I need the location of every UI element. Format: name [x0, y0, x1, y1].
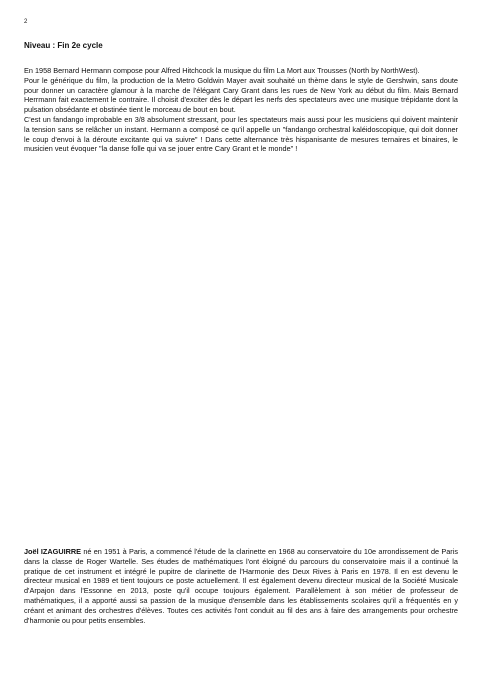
level-heading: Niveau : Fin 2e cycle	[24, 41, 103, 50]
bio-name: Joël IZAGUIRRE	[24, 547, 82, 556]
bio-text: né en 1951 à Paris, a commencé l'étude de la clarinette en 1968 au conservatoire du 10e arrondissement de Paris dans la classe de Roger Wartelle. Ses études de mathématiques l'ont éloigné du parcours du conservatoire mais il a continué la pratique de cet instrument et intégré le pupitre de clarinette de l'Harmonie des Deux Rives à Paris en 1978. Il en est devenu le directeur musical en 1989 et tient toujours ce poste actuellement. Il est également devenu directeur musical de la Société Musicale d'Arpajon dans l'Essonne en 2013, poste qu'il occupe toujours également. Parallèlement à son métier de professeur de mathématiques, il a apporté aussi sa passion de la musique d'ensemble dans les établissements scolaires qu'il a fréquentés en y créant et animant des orchestres d'élèves. Toutes ces activités l'ont conduit au fil des ans à faire des arrangements pour orchestre d'harmonie ou pour petits ensembles.	[24, 547, 458, 625]
paragraph-generique: Pour le générique du film, la production de la Metro Goldwin Mayer avait souhaité un thème dans le style de Gershwin, sans doute pour donner un caractère glamour à la marche de l'élégant Cary Grant dans les rues de New York au début du film. Mais Bernard Herrmann fait exactement le contraire. Il choisit d'exciter dès le départ les nerfs des spectateurs avec une musique trépidante dont la pulsation obsédante et obstinée tient le morceau de bout en bout.	[24, 75, 458, 115]
paragraph-intro: En 1958 Bernard Hermann compose pour Alfred Hitchcock la musique du film La Mort aux Trousses (North by NorthWest).	[24, 66, 420, 75]
paragraph-fandango: C'est un fandango improbable en 3/8 absolument stressant, pour les spectateurs mais aussi pour les musiciens qui doivent maintenir la tension sans se relâcher un instant. Hermann a composé ce qu'il appelle un "fandango orchestral kaléidoscopique, qui doit donner le coup d'envoi à la déroute excitante qui va suivre" ! Dans cette alternance très hispanisante de mesures ternaires et binaires, le musicien veut évoquer "la danse folle qui va se jouer entre Cary Grant et le monde" !	[24, 114, 458, 154]
program-notes	[24, 66, 458, 154]
composer-bio	[24, 547, 458, 625]
page-number: 2	[24, 19, 28, 25]
